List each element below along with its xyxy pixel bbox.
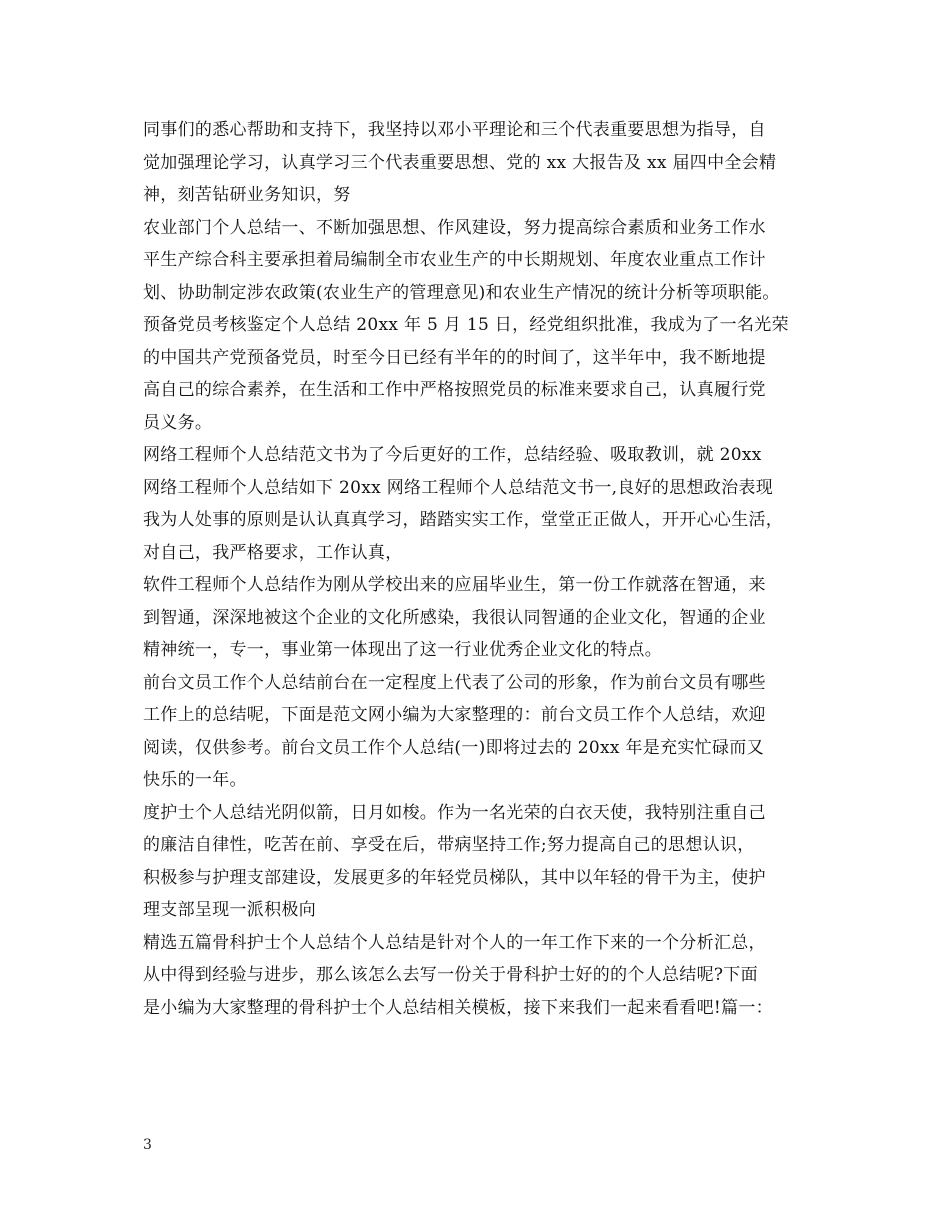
- text-line: 我为人处事的原则是认认真真学习，踏踏实实工作，堂堂正正做人，开开心心生活，: [143, 510, 784, 530]
- text-line: 精选五篇骨科护士个人总结个人总结是针对个人的一年工作下来的一个分析汇总，: [143, 932, 766, 953]
- text-line: 的廉洁自律性，吃苦在前、享受在后，带病坚持工作;努力提高自己的思想认识，: [143, 835, 755, 855]
- text-line: 快乐的一年。: [143, 770, 247, 790]
- text-line: 积极参与护理支部建设，发展更多的年轻党员梯队，其中以年轻的骨干为主，使护: [143, 867, 766, 888]
- text-line: 到智通，深深地被这个企业的文化所感染，我很认同智通的企业文化，智通的企业: [143, 607, 766, 628]
- text-line: 对自己，我严格要求，工作认真，: [143, 542, 403, 563]
- paragraph: [143, 439, 833, 569]
- paragraph: [143, 927, 833, 1025]
- text-line: 的中国共产党预备党员，时至今日已经有半年的的时间了，这半年中，我不断地提: [143, 347, 766, 368]
- text-line: 高自己的综合素养，在生活和工作中严格按照党员的标准来要求自己，认真履行党: [143, 380, 766, 400]
- text-line: 网络工程师个人总结范文书为了今后更好的工作，总结经验、吸取教训，就 20xx: [143, 445, 762, 465]
- paragraph: [143, 797, 833, 927]
- page-number: 3: [143, 1137, 152, 1153]
- text-line: 软件工程师个人总结作为刚从学校出来的应届毕业生，第一份工作就落在智通，来: [143, 575, 766, 595]
- text-line: 平生产综合科主要承担着局编制全市农业生产的中长期规划、年度农业重点工作计: [143, 250, 766, 270]
- text-line: 农业部门个人总结一、不断加强思想、作风建设，努力提高综合素质和业务工作水: [143, 217, 766, 238]
- text-line: 工作上的总结呢，下面是范文网小编为大家整理的：前台文员工作个人总结，欢迎: [143, 705, 766, 725]
- text-line: 是小编为大家整理的骨科护士个人总结相关模板，接下来我们一起来看看吧!篇一：: [143, 997, 773, 1018]
- text-line: 预备党员考核鉴定个人总结 20xx 年 5 月 15 日，经党组织批准，我成为了一名光荣: [143, 315, 789, 335]
- text-line: 划、协助制定涉农政策(农业生产的管理意见)和农业生产情况的统计分析等项职能。: [143, 282, 780, 303]
- paragraph: [143, 114, 833, 212]
- text-line: 神，刻苦钻研业务知识，努: [143, 185, 351, 205]
- text-line: 觉加强理论学习，认真学习三个代表重要思想、党的 xx 大报告及 xx 届四中全会精: [143, 152, 777, 173]
- paragraph: [143, 309, 833, 439]
- text-line: 前台文员工作个人总结前台在一定程度上代表了公司的形象，作为前台文员有哪些: [143, 672, 766, 693]
- paragraph: [143, 569, 833, 667]
- text-line: 阅读，仅供参考。前台文员工作个人总结(一)即将过去的 20xx 年是充实忙碌而又: [143, 737, 764, 758]
- text-line: 同事们的悉心帮助和支持下，我坚持以邓小平理论和三个代表重要思想为指导，自: [143, 120, 766, 140]
- text-line: 精神统一，专一，事业第一体现出了这一行业优秀企业文化的特点。: [143, 640, 662, 660]
- paragraph: [143, 212, 833, 310]
- text-line: 理支部呈现一派积极向: [143, 900, 316, 920]
- text-line: 从中得到经验与进步，那么该怎么去写一份关于骨科护士好的的个人总结呢?下面: [143, 965, 758, 985]
- document-body: [143, 114, 833, 1024]
- text-line: 网络工程师个人总结如下 20xx 网络工程师个人总结范文书一,良好的思想政治表现: [143, 477, 774, 498]
- text-line: 员义务。: [143, 412, 213, 433]
- text-line: 度护士个人总结光阴似箭，日月如梭。作为一名光荣的白衣天使，我特别注重自己: [143, 802, 766, 823]
- paragraph: [143, 667, 833, 797]
